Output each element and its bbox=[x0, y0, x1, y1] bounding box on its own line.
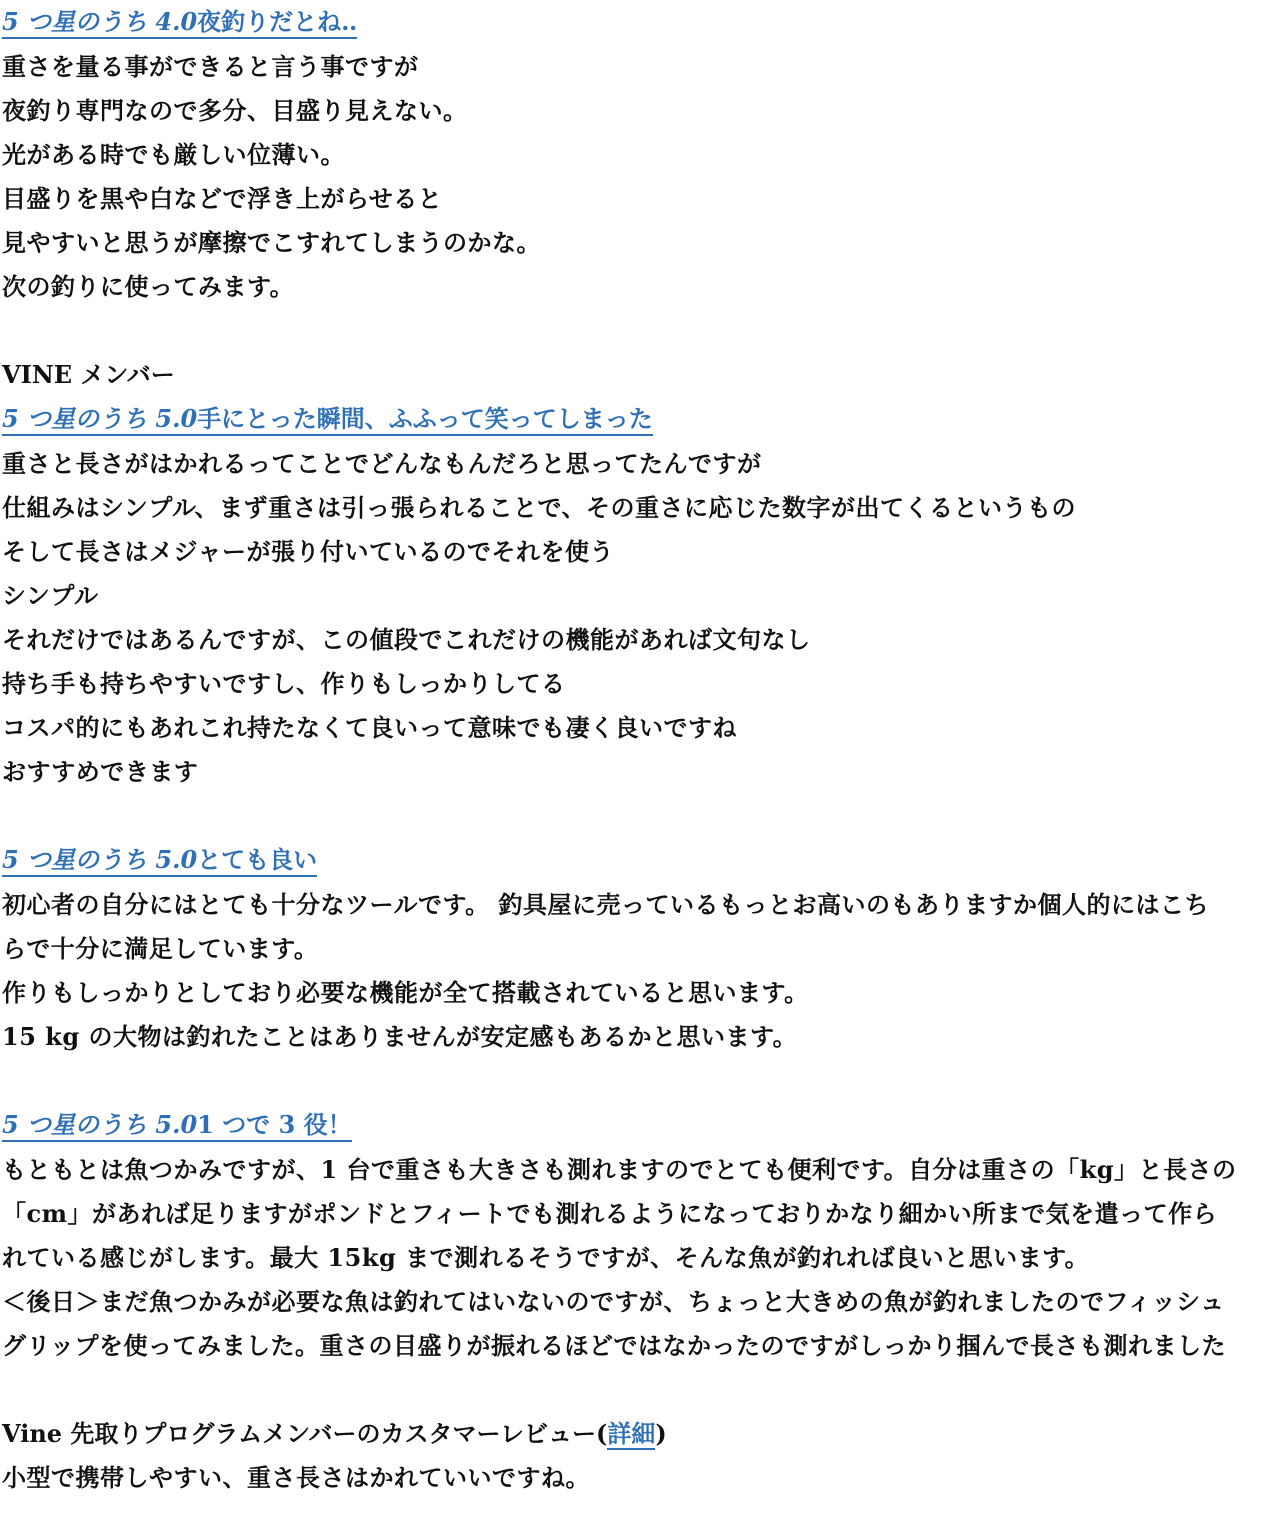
review-2-title: 手にとった瞬間、ふふって笑ってしまった bbox=[197, 404, 653, 433]
review-3-line-1: 初心者の自分にはとても十分なツールです。 釣具屋に売っているもっとお高いのもありますか個人的にはこち bbox=[2, 890, 1209, 919]
review-2-line-6: 持ち手も持ちやすいですし、作りもしっかりしてる bbox=[2, 669, 566, 698]
review-1-line-4: 目盛りを黒や白などで浮き上がらせると bbox=[2, 184, 443, 213]
review-1-line-3: 光がある時でも厳しい位薄い。 bbox=[2, 140, 345, 169]
vine-program-line bbox=[2, 1412, 1280, 1456]
review-4-line-2: 「cm」があれば足りますがポンドとフィートでも測れるようになっておりかなり細かい所まで気を遣って作ら bbox=[2, 1199, 1218, 1228]
review-1-line-5: 見やすいと思うが摩擦でこすれてしまうのかな。 bbox=[2, 228, 541, 257]
review-2-line-5: それだけではあるんですが、この値段でこれだけの機能があれば文句なし bbox=[2, 625, 811, 654]
review-1 bbox=[2, 0, 1280, 309]
vine-review-line-1: 小型で携帯しやすい、重さ長さはかれていいですね。 bbox=[2, 1463, 590, 1492]
review-2-title-link[interactable] bbox=[2, 404, 653, 436]
review-4-line-4: ＜後日＞まだ魚つかみが必要な魚は釣れてはいないのですが、ちょっと大きめの魚が釣れましたのでフィッシュ bbox=[2, 1287, 1225, 1316]
review-1-line-6: 次の釣りに使ってみます。 bbox=[2, 272, 295, 301]
review-1-rating: 5 つ星のうち 4.0 bbox=[2, 7, 198, 36]
review-2-rating: 5 つ星のうち 5.0 bbox=[2, 404, 198, 433]
spacer bbox=[2, 1059, 1280, 1103]
vine-review bbox=[2, 1412, 1280, 1500]
review-4-line-1: もともとは魚つかみですが、1 台で重さも大きさも測れますのでとても便利です。自分は重さの「kg」と長さの bbox=[2, 1155, 1237, 1184]
review-1-line-1: 重さを量る事ができると言う事ですが bbox=[2, 52, 419, 81]
review-2-line-1: 重さと長さがはかれるってことでどんなもんだろと思ってたんですが bbox=[2, 449, 762, 478]
spacer bbox=[2, 794, 1280, 838]
review-1-title-link[interactable] bbox=[2, 7, 357, 39]
spacer bbox=[2, 309, 1280, 353]
review-4-line-3: れている感じがします。最大 15kg まで測れるそうですが、そんな魚が釣れれば良いと思います。 bbox=[2, 1243, 1090, 1272]
review-2 bbox=[2, 353, 1280, 794]
review-2-line-7: コスパ的にもあれこれ持たなくて良いって意味でも凄く良いですね bbox=[2, 713, 737, 742]
review-3 bbox=[2, 838, 1280, 1059]
review-3-rating: 5 つ星のうち 5.0 bbox=[2, 845, 198, 874]
review-3-title-link[interactable] bbox=[2, 845, 317, 877]
review-1-line-2: 夜釣り専門なので多分、目盛り見えない。 bbox=[2, 96, 468, 125]
review-2-line-3: そして長さはメジャーが張り付いているのでそれを使う bbox=[2, 537, 615, 566]
review-4-title-link[interactable] bbox=[2, 1110, 352, 1142]
review-4 bbox=[2, 1103, 1280, 1368]
review-3-line-3: 作りもしっかりとしており必要な機能が全て搭載されていると思います。 bbox=[2, 978, 809, 1007]
spacer bbox=[2, 1368, 1280, 1412]
review-3-line-2: らで十分に満足しています。 bbox=[2, 934, 319, 963]
review-2-line-8: おすすめできます bbox=[2, 757, 199, 786]
detail-link[interactable]: 詳細 bbox=[607, 1419, 656, 1448]
review-1-title: 夜釣りだとね‥ bbox=[197, 7, 358, 36]
review-2-line-2: 仕組みはシンプル、まず重さは引っ張られることで、その重さに応じた数字が出てくるというもの bbox=[2, 493, 1077, 522]
vine-member-badge: VINE メンバー bbox=[2, 360, 175, 389]
review-3-title: とても良い bbox=[197, 845, 318, 874]
vine-program-close: ) bbox=[655, 1419, 667, 1448]
review-4-title: 1 つで 3 役！ bbox=[197, 1110, 352, 1139]
review-4-line-5: グリップを使ってみました。重さの目盛りが振れるほどではなかったのですがしっかり掴んで長さも測れました bbox=[2, 1331, 1227, 1360]
vine-program-label: Vine 先取りプログラムメンバーのカスタマーレビュー( bbox=[2, 1419, 608, 1448]
review-3-line-4: 15 kg の大物は釣れたことはありませんが安定感もあるかと思います。 bbox=[2, 1022, 798, 1051]
review-2-line-4: シンプル bbox=[2, 581, 99, 610]
review-4-rating: 5 つ星のうち 5.0 bbox=[2, 1110, 198, 1139]
